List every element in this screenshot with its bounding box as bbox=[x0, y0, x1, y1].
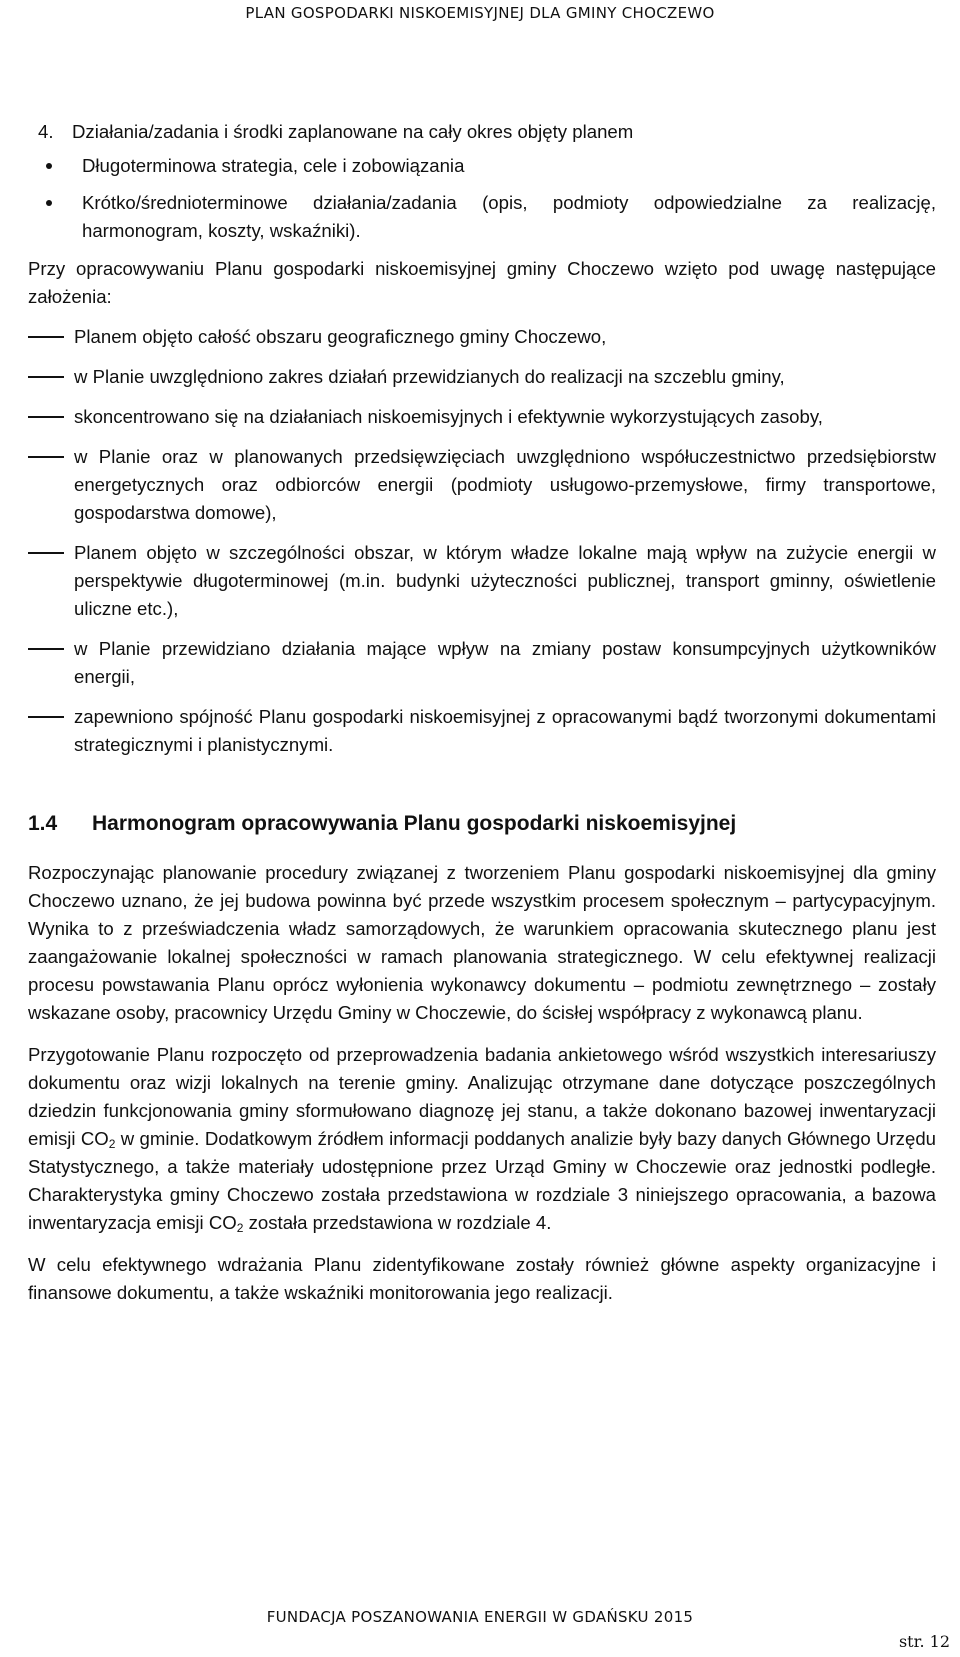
page-number: str. 12 bbox=[898, 1632, 950, 1651]
assumption-item: w Planie uwzględniono zakres działań przewidzianych do realizacji na szczeblu gminy, bbox=[28, 363, 936, 391]
item-number: 4. bbox=[38, 121, 54, 142]
section-number: 1.4 bbox=[28, 812, 58, 835]
paragraph-2-part: Przygotowanie Planu rozpoczęto od przeprowadzenia badania ankietowego wśród wszystkich interesariuszy dokumentu oraz wizji lokalnych na terenie gminy. Analizując otrzymane dane dotyczące poszczególnych dziedzin funkcjonowania gminy sformułowano diagnozę jej stanu, a także dokonano bazowej inwentaryzacji emisji CO bbox=[28, 1044, 936, 1149]
item-text: Działania/zadania i środki zaplanowane na cały okres objęty planem bbox=[72, 121, 634, 142]
running-footer: FUNDACJA POSZANOWANIA ENERGII W GDAŃSKU 2015 bbox=[266, 1608, 694, 1626]
assumption-item: skoncentrowano się na działaniach niskoemisyjnych i efektywnie wykorzystujących zasoby, bbox=[28, 403, 936, 431]
subscript: 2 bbox=[236, 1221, 244, 1235]
assumption-item: w Planie przewidziano działania mające wpływ na zmiany postaw konsumpcyjnych użytkowników energii, bbox=[28, 635, 936, 691]
paragraph-3: W celu efektywnego wdrażania Planu zidentyfikowane zostały również główne aspekty organizacyjne i finansowe dokumentu, a także wskaźniki monitorowania jego realizacji. bbox=[28, 1254, 936, 1303]
bullet-list bbox=[28, 152, 936, 245]
paragraph-1: Rozpoczynając planowanie procedury związanej z tworzeniem Planu gospodarki niskoemisyjnej dla gminy Choczewo uznano, że jej budowa powinna być przede wszystkim procesem społecznym – partycypacyjnym. Wynika to z przeświadczenia władz samorządowych, że warunkiem opracowania skutecznego planu jest zaangażowanie lokalnej społeczności w ramach planowania strategicznego. W celu efektywnej realizacji procesu powstawania Planu oprócz wyłonienia wykonawcy dokumentu – podmiotu zewnętrznego – zostały wskazane osoby, pracownicy Urzędu Gminy w Choczewie, do ścisłej współpracy z wykonawcą planu. bbox=[28, 862, 936, 1023]
assumption-item: w Planie oraz w planowanych przedsięwzięciach uwzględniono współuczestnictwo przedsiębiorstw energetycznych oraz odbiorców energii (podmioty usługowo-przemysłowe, firmy transportowe, gospodarstwa domowe), bbox=[28, 443, 936, 527]
assumption-item: Planem objęto całość obszaru geograficznego gminy Choczewo, bbox=[28, 323, 936, 351]
intro-paragraph: Przy opracowywaniu Planu gospodarki niskoemisyjnej gminy Choczewo wzięto pod uwagę następujące założenia: bbox=[28, 258, 936, 307]
paragraph-2 bbox=[28, 1041, 936, 1237]
running-header: PLAN GOSPODARKI NISKOEMISYJNEJ DLA GMINY CHOCZEWO bbox=[245, 4, 715, 22]
paragraph-2-part: została przedstawiona w rozdziale 4. bbox=[243, 1212, 552, 1233]
bullet-item: Krótko/średnioterminowe działania/zadania (opis, podmioty odpowiedzialne za realizację, harmonogram, koszty, wskaźniki). bbox=[28, 189, 936, 245]
page-content bbox=[28, 118, 936, 1321]
section-title: Harmonogram opracowywania Planu gospodarki niskoemisyjnej bbox=[92, 812, 737, 835]
numbered-item-4 bbox=[28, 118, 936, 146]
subscript: 2 bbox=[108, 1137, 116, 1151]
paragraph-2-part: w gminie. Dodatkowym źródłem informacji poddanych analizie były bazy danych Głównego Urzędu Statystycznego, a także materiały udostępnione przez Urząd Gminy w Choczewie oraz jednostki podległe. Charakterystyka gminy Choczewo została przedstawiona w rozdziale 3 niniejszego opracowania, a bazowa inwentaryzacja emisji CO bbox=[28, 1128, 937, 1233]
assumptions-list bbox=[28, 323, 936, 759]
section-heading bbox=[28, 809, 936, 839]
assumption-item: Planem objęto w szczególności obszar, w którym władze lokalne mają wpływ na zużycie energii w perspektywie długoterminowej (m.in. budynki użyteczności publicznej, transport gminny, oświetlenie uliczne etc.), bbox=[28, 539, 936, 623]
bullet-item: Długoterminowa strategia, cele i zobowiązania bbox=[28, 152, 936, 180]
assumption-item: zapewniono spójność Planu gospodarki niskoemisyjnej z opracowanymi bądź tworzonymi dokumentami strategicznymi i planistycznymi. bbox=[28, 703, 936, 759]
